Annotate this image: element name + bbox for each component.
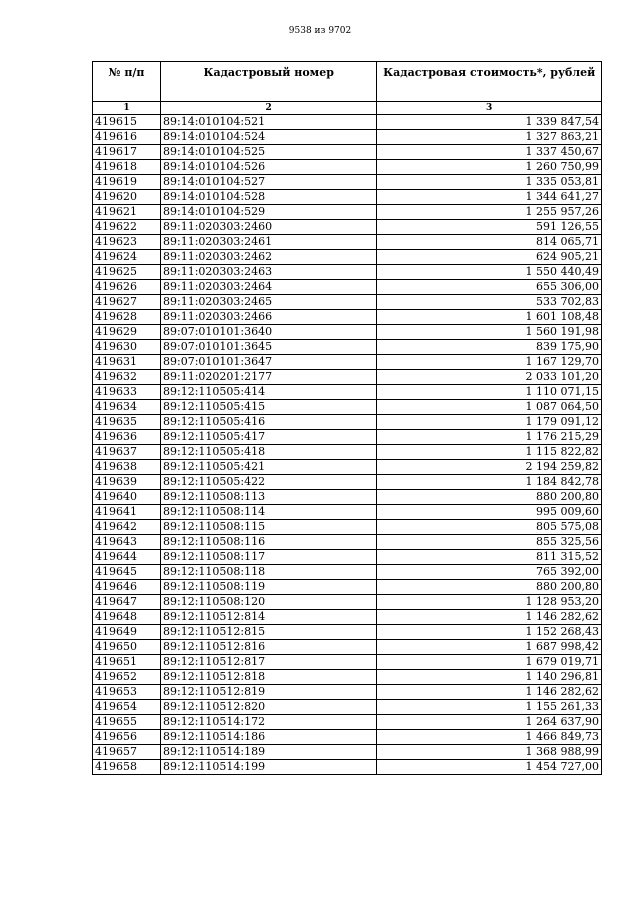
cadastral-value-cell: 1 152 268,43 — [377, 625, 602, 640]
cadastral-number-cell: 89:14:010104:521 — [161, 115, 377, 130]
table-row — [93, 385, 602, 400]
cadastral-number-cell: 89:12:110514:199 — [161, 760, 377, 775]
cadastral-number-cell: 89:11:020303:2460 — [161, 220, 377, 235]
cadastral-value-cell: 533 702,83 — [377, 295, 602, 310]
table-row — [93, 175, 602, 190]
cadastral-value-cell: 1 687 998,42 — [377, 640, 602, 655]
cadastral-value-cell: 1 550 440,49 — [377, 265, 602, 280]
table-row — [93, 745, 602, 760]
cadastral-number-cell: 89:12:110514:172 — [161, 715, 377, 730]
table-row — [93, 310, 602, 325]
table-row — [93, 565, 602, 580]
cadastral-value-cell: 1 466 849,73 — [377, 730, 602, 745]
row-number-cell: 419648 — [93, 610, 161, 625]
header-cadastral-number: Кадастровый номер — [161, 62, 377, 102]
cadastral-value-cell: 855 325,56 — [377, 535, 602, 550]
table-row — [93, 370, 602, 385]
cadastral-number-cell: 89:12:110514:186 — [161, 730, 377, 745]
cadastral-value-cell: 655 306,00 — [377, 280, 602, 295]
table-row — [93, 280, 602, 295]
row-number-cell: 419650 — [93, 640, 161, 655]
row-number-cell: 419627 — [93, 295, 161, 310]
table-row — [93, 445, 602, 460]
table-row — [93, 355, 602, 370]
cadastral-value-cell: 1 087 064,50 — [377, 400, 602, 415]
row-number-cell: 419617 — [93, 145, 161, 160]
table-body — [93, 115, 602, 775]
table-row — [93, 460, 602, 475]
cadastral-number-cell: 89:12:110505:418 — [161, 445, 377, 460]
table-header-row — [93, 62, 602, 102]
row-number-cell: 419649 — [93, 625, 161, 640]
row-number-cell: 419618 — [93, 160, 161, 175]
row-number-cell: 419652 — [93, 670, 161, 685]
table-row — [93, 220, 602, 235]
row-number-cell: 419640 — [93, 490, 161, 505]
row-number-cell: 419619 — [93, 175, 161, 190]
cadastral-number-cell: 89:11:020303:2464 — [161, 280, 377, 295]
row-number-cell: 419622 — [93, 220, 161, 235]
cadastral-value-cell: 1 368 988,99 — [377, 745, 602, 760]
row-number-cell: 419644 — [93, 550, 161, 565]
table-row — [93, 265, 602, 280]
cadastral-value-cell: 839 175,90 — [377, 340, 602, 355]
row-number-cell: 419623 — [93, 235, 161, 250]
cadastral-number-cell: 89:12:110508:113 — [161, 490, 377, 505]
cadastral-number-cell: 89:11:020303:2466 — [161, 310, 377, 325]
row-number-cell: 419653 — [93, 685, 161, 700]
table-row — [93, 145, 602, 160]
cadastral-value-cell: 1 260 750,99 — [377, 160, 602, 175]
cadastral-number-cell: 89:12:110505:415 — [161, 400, 377, 415]
cadastral-value-cell: 1 454 727,00 — [377, 760, 602, 775]
row-number-cell: 419628 — [93, 310, 161, 325]
row-number-cell: 419634 — [93, 400, 161, 415]
cadastral-value-cell: 1 179 091,12 — [377, 415, 602, 430]
table-row — [93, 595, 602, 610]
table-row — [93, 115, 602, 130]
index-cell: 3 — [377, 102, 602, 115]
table-row — [93, 190, 602, 205]
row-number-cell: 419654 — [93, 700, 161, 715]
cadastral-value-cell: 811 315,52 — [377, 550, 602, 565]
cadastral-number-cell: 89:12:110505:421 — [161, 460, 377, 475]
cadastral-number-cell: 89:14:010104:526 — [161, 160, 377, 175]
row-number-cell: 419651 — [93, 655, 161, 670]
row-number-cell: 419641 — [93, 505, 161, 520]
table-row — [93, 475, 602, 490]
row-number-cell: 419615 — [93, 115, 161, 130]
cadastral-value-cell: 1 146 282,62 — [377, 610, 602, 625]
table-row — [93, 340, 602, 355]
cadastral-number-cell: 89:11:020201:2177 — [161, 370, 377, 385]
cadastral-number-cell: 89:12:110508:117 — [161, 550, 377, 565]
row-number-cell: 419647 — [93, 595, 161, 610]
row-number-cell: 419630 — [93, 340, 161, 355]
table-index-row — [93, 102, 602, 115]
cadastral-number-cell: 89:11:020303:2462 — [161, 250, 377, 265]
cadastral-value-cell: 805 575,08 — [377, 520, 602, 535]
cadastral-value-cell: 1 140 296,81 — [377, 670, 602, 685]
index-cell: 1 — [93, 102, 161, 115]
cadastral-value-cell: 1 110 071,15 — [377, 385, 602, 400]
index-cell: 2 — [161, 102, 377, 115]
cadastral-number-cell: 89:14:010104:528 — [161, 190, 377, 205]
cadastral-value-cell: 1 679 019,71 — [377, 655, 602, 670]
table-row — [93, 580, 602, 595]
cadastral-value-cell: 1 337 450,67 — [377, 145, 602, 160]
table-row — [93, 235, 602, 250]
cadastral-value-cell: 1 335 053,81 — [377, 175, 602, 190]
cadastral-value-cell: 624 905,21 — [377, 250, 602, 265]
cadastral-number-cell: 89:12:110512:820 — [161, 700, 377, 715]
cadastral-number-cell: 89:12:110508:116 — [161, 535, 377, 550]
cadastral-value-cell: 880 200,80 — [377, 490, 602, 505]
cadastral-value-cell: 1 167 129,70 — [377, 355, 602, 370]
row-number-cell: 419631 — [93, 355, 161, 370]
cadastral-number-cell: 89:07:010101:3640 — [161, 325, 377, 340]
cadastral-number-cell: 89:12:110505:414 — [161, 385, 377, 400]
table-row — [93, 520, 602, 535]
cadastral-value-cell: 1 344 641,27 — [377, 190, 602, 205]
cadastral-number-cell: 89:12:110512:814 — [161, 610, 377, 625]
cadastral-value-cell: 2 033 101,20 — [377, 370, 602, 385]
cadastral-number-cell: 89:12:110512:818 — [161, 670, 377, 685]
cadastral-value-cell: 1 184 842,78 — [377, 475, 602, 490]
row-number-cell: 419645 — [93, 565, 161, 580]
row-number-cell: 419655 — [93, 715, 161, 730]
row-number-cell: 419629 — [93, 325, 161, 340]
row-number-cell: 419624 — [93, 250, 161, 265]
cadastral-number-cell: 89:12:110508:120 — [161, 595, 377, 610]
table-row — [93, 325, 602, 340]
row-number-cell: 419638 — [93, 460, 161, 475]
cadastral-number-cell: 89:11:020303:2465 — [161, 295, 377, 310]
table-row — [93, 295, 602, 310]
cadastral-value-cell: 591 126,55 — [377, 220, 602, 235]
table-row — [93, 700, 602, 715]
table-row — [93, 490, 602, 505]
row-number-cell: 419657 — [93, 745, 161, 760]
cadastral-value-cell: 880 200,80 — [377, 580, 602, 595]
row-number-cell: 419633 — [93, 385, 161, 400]
cadastral-number-cell: 89:07:010101:3645 — [161, 340, 377, 355]
row-number-cell: 419642 — [93, 520, 161, 535]
cadastral-value-cell: 1 255 957,26 — [377, 205, 602, 220]
table-row — [93, 535, 602, 550]
cadastral-number-cell: 89:14:010104:529 — [161, 205, 377, 220]
table-row — [93, 205, 602, 220]
row-number-cell: 419616 — [93, 130, 161, 145]
row-number-cell: 419656 — [93, 730, 161, 745]
row-number-cell: 419639 — [93, 475, 161, 490]
table-row — [93, 610, 602, 625]
cadastral-number-cell: 89:12:110508:115 — [161, 520, 377, 535]
cadastral-number-cell: 89:12:110512:819 — [161, 685, 377, 700]
cadastral-value-cell: 1 601 108,48 — [377, 310, 602, 325]
cadastral-number-cell: 89:14:010104:527 — [161, 175, 377, 190]
cadastral-value-cell: 814 065,71 — [377, 235, 602, 250]
cadastral-table — [92, 61, 602, 775]
cadastral-number-cell: 89:11:020303:2461 — [161, 235, 377, 250]
cadastral-number-cell: 89:12:110508:118 — [161, 565, 377, 580]
cadastral-number-cell: 89:11:020303:2463 — [161, 265, 377, 280]
table-row — [93, 715, 602, 730]
cadastral-value-cell: 1 339 847,54 — [377, 115, 602, 130]
cadastral-number-cell: 89:12:110514:189 — [161, 745, 377, 760]
cadastral-value-cell: 1 146 282,62 — [377, 685, 602, 700]
row-number-cell: 419658 — [93, 760, 161, 775]
cadastral-number-cell: 89:12:110505:417 — [161, 430, 377, 445]
table-row — [93, 160, 602, 175]
cadastral-value-cell: 2 194 259,82 — [377, 460, 602, 475]
cadastral-value-cell: 765 392,00 — [377, 565, 602, 580]
cadastral-value-cell: 1 560 191,98 — [377, 325, 602, 340]
cadastral-number-cell: 89:12:110505:422 — [161, 475, 377, 490]
table-row — [93, 760, 602, 775]
cadastral-value-cell: 1 327 863,21 — [377, 130, 602, 145]
cadastral-number-cell: 89:07:010101:3647 — [161, 355, 377, 370]
table-row — [93, 550, 602, 565]
cadastral-number-cell: 89:12:110512:815 — [161, 625, 377, 640]
cadastral-value-cell: 1 128 953,20 — [377, 595, 602, 610]
cadastral-value-cell: 995 009,60 — [377, 505, 602, 520]
cadastral-number-cell: 89:14:010104:525 — [161, 145, 377, 160]
row-number-cell: 419646 — [93, 580, 161, 595]
cadastral-number-cell: 89:12:110508:119 — [161, 580, 377, 595]
row-number-cell: 419632 — [93, 370, 161, 385]
cadastral-number-cell: 89:14:010104:524 — [161, 130, 377, 145]
cadastral-number-cell: 89:12:110512:816 — [161, 640, 377, 655]
row-number-cell: 419643 — [93, 535, 161, 550]
row-number-cell: 419621 — [93, 205, 161, 220]
header-cadastral-value: Кадастровая стоимость*, рублей — [377, 62, 602, 102]
cadastral-number-cell: 89:12:110505:416 — [161, 415, 377, 430]
row-number-cell: 419636 — [93, 430, 161, 445]
header-row-number: № п/п — [93, 62, 161, 102]
table-row — [93, 400, 602, 415]
table-row — [93, 430, 602, 445]
table-row — [93, 640, 602, 655]
cadastral-value-cell: 1 115 822,82 — [377, 445, 602, 460]
cadastral-number-cell: 89:12:110512:817 — [161, 655, 377, 670]
table-row — [93, 505, 602, 520]
table-row — [93, 730, 602, 745]
cadastral-value-cell: 1 264 637,90 — [377, 715, 602, 730]
row-number-cell: 419620 — [93, 190, 161, 205]
table-row — [93, 685, 602, 700]
table-row — [93, 415, 602, 430]
cadastral-value-cell: 1 176 215,29 — [377, 430, 602, 445]
table-row — [93, 655, 602, 670]
cadastral-value-cell: 1 155 261,33 — [377, 700, 602, 715]
row-number-cell: 419637 — [93, 445, 161, 460]
table-row — [93, 670, 602, 685]
table-row — [93, 250, 602, 265]
row-number-cell: 419635 — [93, 415, 161, 430]
cadastral-number-cell: 89:12:110508:114 — [161, 505, 377, 520]
page-number-header: 9538 из 9702 — [288, 26, 352, 36]
table-row — [93, 625, 602, 640]
row-number-cell: 419626 — [93, 280, 161, 295]
row-number-cell: 419625 — [93, 265, 161, 280]
table-row — [93, 130, 602, 145]
